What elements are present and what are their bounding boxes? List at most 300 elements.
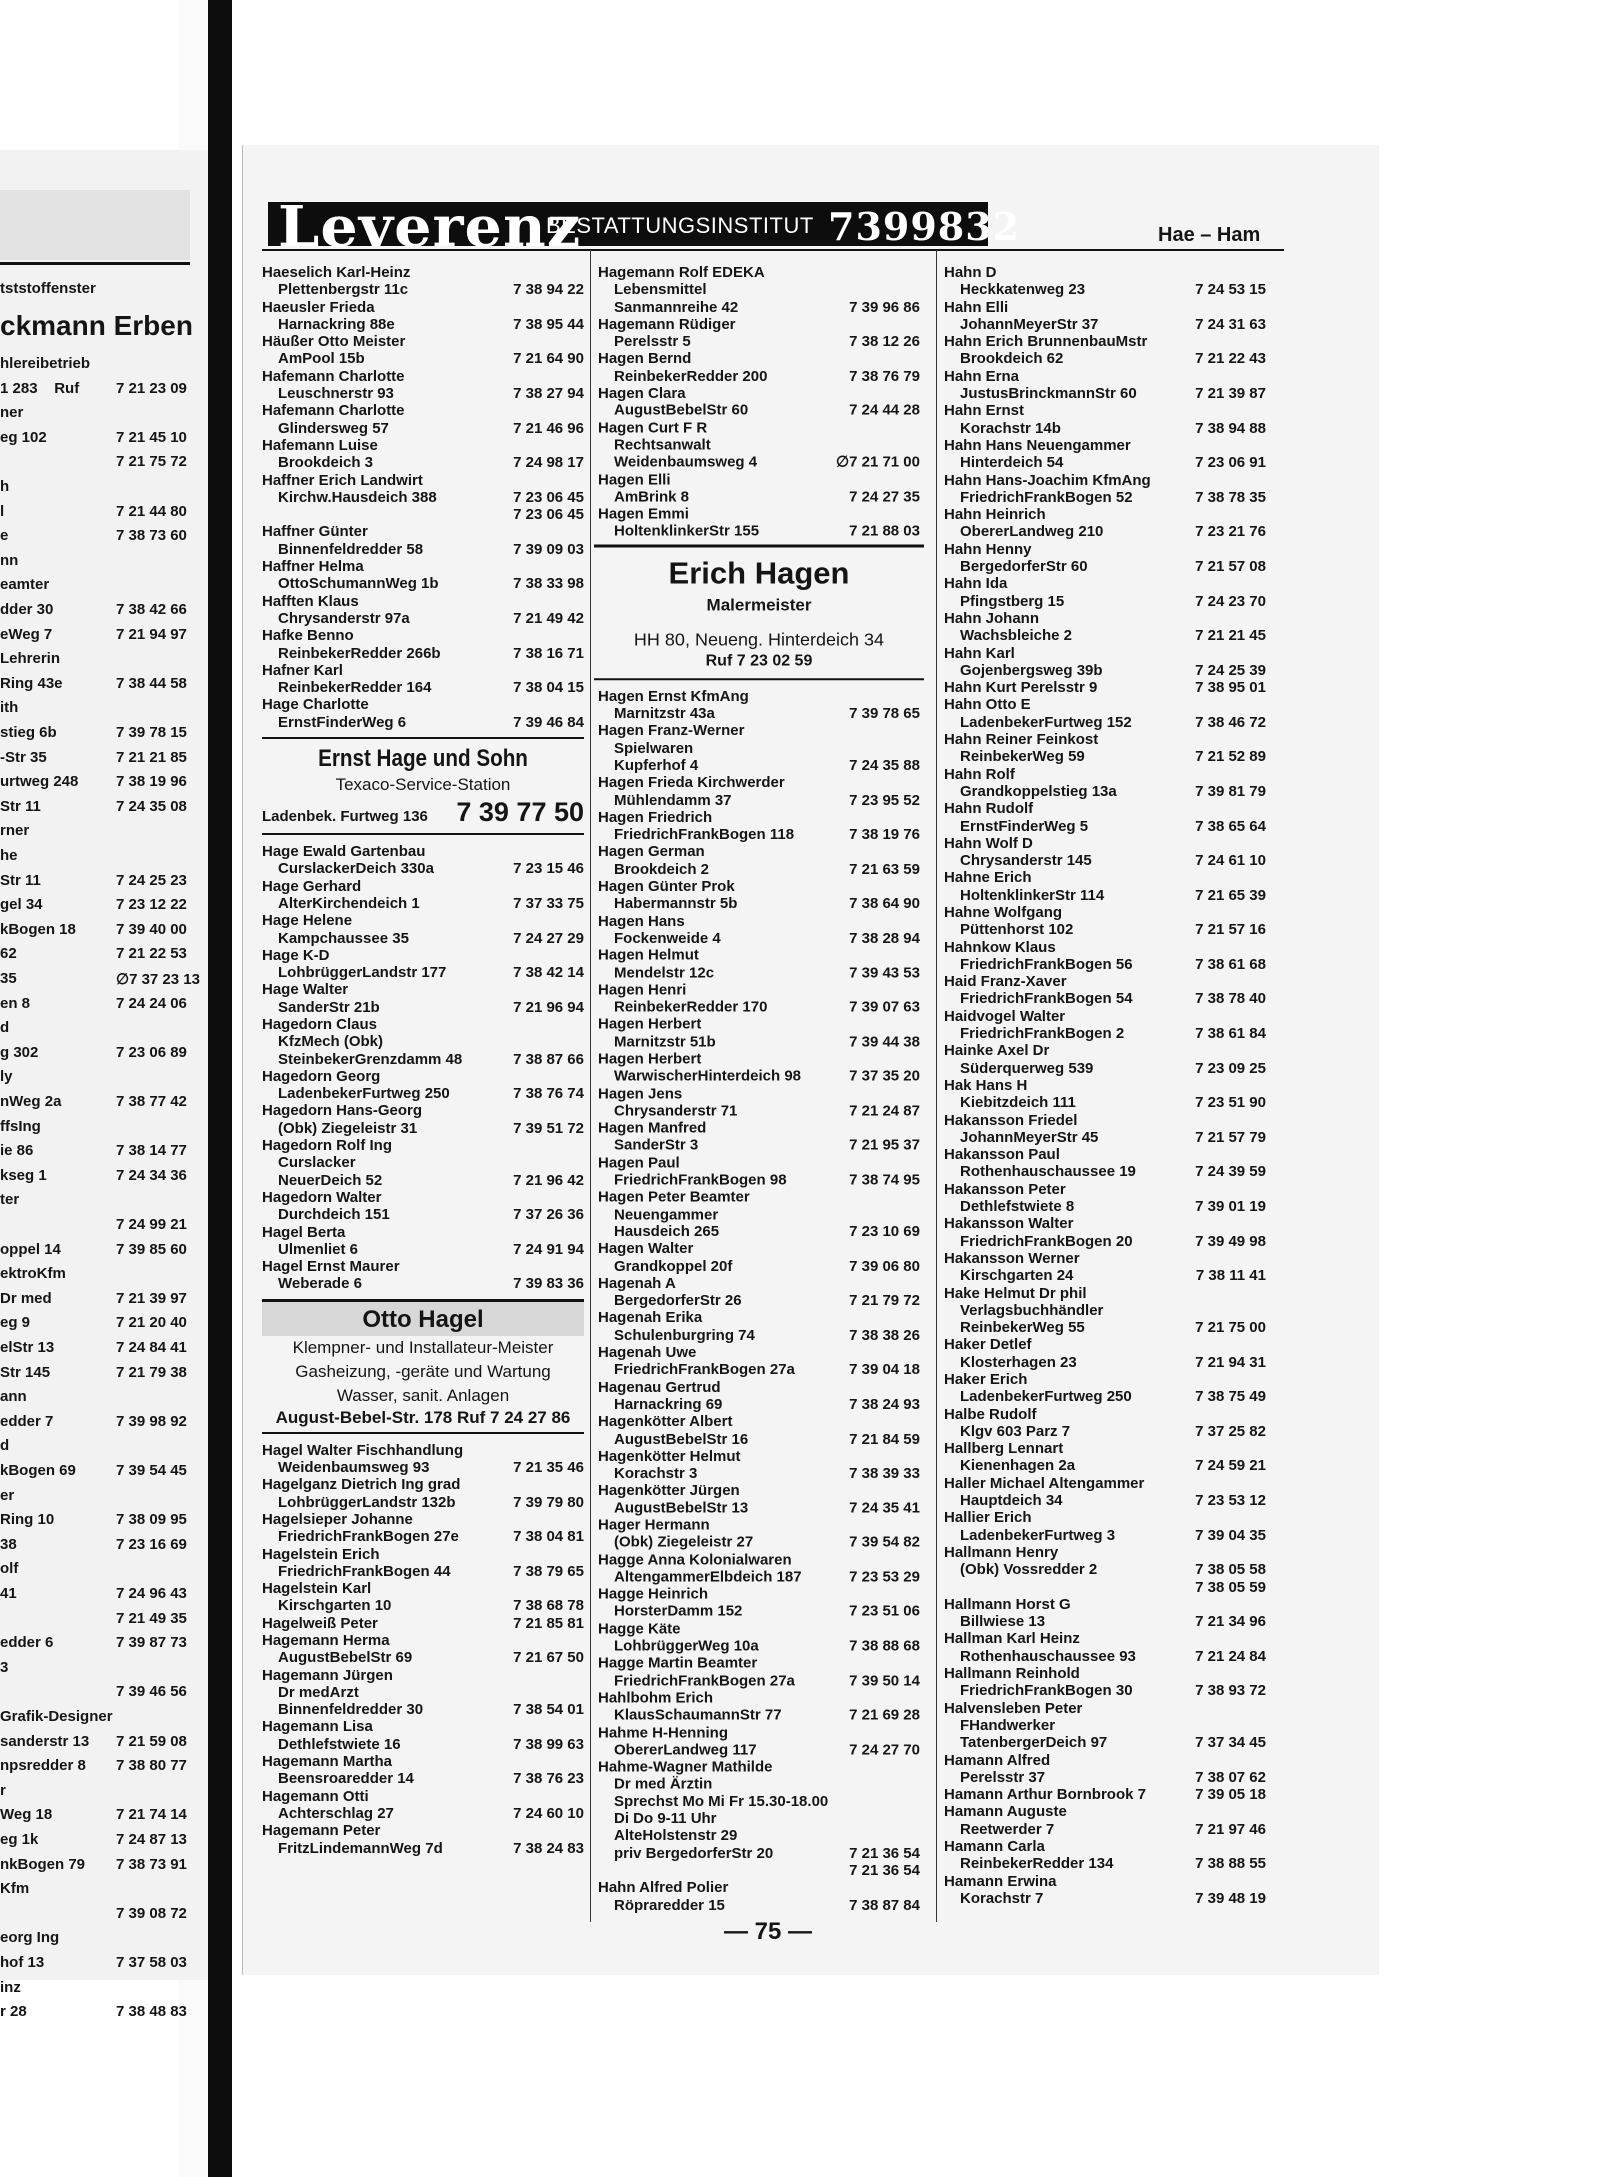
listing-address: Hausdeich 265 — [614, 1223, 720, 1241]
left-page-phone: 7 21 79 38 — [116, 1363, 187, 1381]
listing-phone: 7 38 12 26 — [849, 333, 920, 351]
listing-phone: 7 23 09 25 — [1195, 1059, 1266, 1077]
listing-phone: 7 39 06 80 — [849, 1257, 920, 1275]
listing-address: Lebensmittel — [614, 281, 707, 299]
listing-entry — [262, 1580, 584, 1615]
left-page-text: Str 145 — [0, 1363, 51, 1381]
listing-address: Heckkatenweg 23 — [960, 281, 1086, 299]
listing-phone: 7 38 95 44 — [513, 315, 584, 333]
listing-name: Hagen Paul — [598, 1154, 680, 1172]
listing-address: TatenbergerDeich 97 — [960, 1734, 1108, 1752]
listing-address: Süderquerweg 539 — [960, 1059, 1094, 1077]
listing-entry — [944, 800, 1266, 835]
left-page-text: 35 — [0, 970, 17, 987]
listing-address: LohbrüggerWeg 10a — [614, 1637, 759, 1655]
listing-entry — [944, 1803, 1266, 1838]
left-page-text: npsredder 8 — [0, 1757, 86, 1775]
listing-entry — [598, 1189, 920, 1241]
listing-name: Hallmann Henry — [944, 1543, 1059, 1561]
listing-entry — [598, 1448, 920, 1483]
listing-name: Halbe Rudolf — [944, 1405, 1037, 1423]
listing-name: Haeselich Karl-Heinz — [262, 264, 411, 281]
listing-phone: 7 38 78 35 — [1195, 488, 1266, 506]
left-page-phone: 7 38 42 66 — [116, 601, 187, 618]
listing-entry — [262, 264, 584, 299]
left-page-text: ly — [0, 1068, 13, 1086]
left-page-phone: 7 39 78 15 — [116, 724, 187, 741]
listing-name: Hake Helmut Dr phil — [944, 1284, 1087, 1302]
listing-entry — [944, 299, 1266, 334]
listing-phone: 7 21 96 94 — [513, 998, 584, 1016]
left-page-phone: 7 21 94 97 — [116, 625, 187, 643]
listing-phone: 7 38 87 66 — [513, 1050, 584, 1068]
listing-entry — [598, 1344, 920, 1379]
left-page-line — [0, 896, 210, 913]
listing-phone: 7 38 04 15 — [513, 679, 584, 697]
listing-address: HorsterDamm 152 — [614, 1603, 743, 1621]
listing-name: Hagenah Erika — [598, 1309, 703, 1327]
listing-phone: 7 21 95 37 — [849, 1136, 920, 1154]
listing-address: WarwischerHinterdeich 98 — [614, 1067, 802, 1085]
listing-name: Hagen Helmut — [598, 946, 699, 964]
listing-address: ErnstFinderWeg 5 — [960, 817, 1089, 835]
listing-entry — [598, 912, 920, 947]
left-page-line — [0, 1536, 210, 1553]
listing-entry — [944, 1475, 1266, 1510]
left-page-text: ffsIng — [0, 1117, 41, 1135]
listing-phone: 7 39 04 35 — [1195, 1526, 1266, 1544]
listing-address: BergedorferStr 60 — [960, 558, 1088, 576]
listing-name: Hagen Herbert — [598, 1016, 702, 1034]
listing-entry — [262, 947, 584, 982]
listing-entry — [944, 1146, 1266, 1181]
listing-name: Hagen Walter — [598, 1240, 694, 1258]
listing-name: Hahn Johann — [944, 609, 1040, 627]
listing-phone: 7 38 24 83 — [513, 1839, 584, 1857]
left-page-text: 1 283 Ruf — [0, 379, 80, 397]
listing-phone: 7 23 51 90 — [1195, 1094, 1266, 1112]
listing-address: Weidenbaumsweg 4 — [614, 453, 758, 471]
listing-name: Hagedorn Walter — [262, 1188, 382, 1206]
left-page-phone: 7 21 23 09 — [116, 379, 187, 397]
page-header-banner — [268, 194, 1021, 260]
listing-name: Haid Franz-Xaver — [944, 973, 1067, 991]
left-page-phone: 7 39 46 56 — [116, 1683, 187, 1701]
listing-address: AlteHolstenstr 29 — [614, 1827, 738, 1845]
listing-entry — [944, 1630, 1266, 1665]
listing-phone: 7 23 06 45 7 23 06 45 — [513, 488, 584, 524]
listing-name: Hamann Erwina — [944, 1872, 1057, 1890]
listing-address: FriedrichFrankBogen 118 — [614, 826, 795, 844]
listing-phone: 7 38 76 74 — [513, 1085, 584, 1103]
left-page-line — [0, 478, 210, 495]
listing-entry — [262, 1016, 584, 1068]
left-page-text: Ring 43e — [0, 674, 63, 692]
left-page-text: e — [0, 527, 9, 545]
ad-address: Ladenbek. Furtweg 136 — [262, 808, 428, 826]
listing-phone: 7 21 35 46 — [513, 1459, 584, 1477]
listing-entry — [262, 402, 584, 437]
listing-name: Hafke Benno — [262, 627, 354, 645]
listing-entry — [944, 1250, 1266, 1285]
left-page-line — [0, 1191, 210, 1208]
listing-entry — [262, 1667, 584, 1719]
listing-address: AugustBebelStr 13 — [614, 1499, 749, 1517]
listing-address: (Obk) Ziegeleistr 31 — [278, 1119, 418, 1137]
listing-address: FriedrichFrankBogen 98 — [614, 1171, 787, 1189]
left-page-line — [0, 995, 210, 1012]
listing-name: Haeusler Frieda — [262, 298, 375, 316]
listing-name: Hakansson Paul — [944, 1146, 1060, 1164]
left-page-text: oppel 14 — [0, 1240, 61, 1258]
listing-address: Achterschlag 27 — [278, 1804, 394, 1822]
listing-address: Binnenfeldredder 30 — [278, 1701, 424, 1719]
listing-name: Hagedorn Rolf Ing — [262, 1137, 392, 1155]
left-page-phone: 7 21 21 85 — [116, 748, 187, 766]
listing-entry — [262, 1102, 584, 1137]
listing-name: Hakansson Friedel — [944, 1111, 1078, 1129]
listing-name: Hahn Karl — [944, 644, 1015, 662]
listing-entry — [262, 1476, 584, 1511]
listing-address: Leuschnerstr 93 — [278, 385, 394, 403]
listing-name: Hagemann Herma — [262, 1632, 390, 1649]
listing-address: AugustBebelStr 60 — [614, 402, 749, 420]
listing-entry — [262, 437, 584, 472]
left-page-line — [0, 1364, 210, 1381]
listing-name: Hahn Hans Neuengammer — [944, 436, 1131, 454]
listing-name: Häußer Otto Meister — [262, 333, 406, 351]
listing-entry — [944, 1406, 1266, 1441]
listing-address: OttoSchumannWeg 1b — [278, 575, 439, 593]
listing-phone: 7 21 65 39 — [1195, 886, 1266, 904]
brand-logo: Leverenz — [278, 194, 582, 260]
left-page-phone: 7 38 73 91 — [116, 1855, 187, 1873]
listing-phone: 7 24 31 63 — [1195, 315, 1266, 333]
listing-name: Hafften Klaus — [262, 592, 359, 610]
listing-address: Chrysanderstr 71 — [614, 1102, 738, 1120]
listing-entry — [262, 1788, 584, 1823]
left-page-line — [0, 601, 210, 618]
listing-entry — [262, 843, 584, 878]
listing-entry — [944, 1371, 1266, 1406]
listing-entry — [598, 723, 920, 775]
listing-entry — [262, 662, 584, 697]
left-page-text: hlereibetrieb — [0, 355, 91, 372]
listing-phone: 7 38 33 98 — [513, 575, 584, 593]
left-page-line — [0, 2003, 210, 2020]
listing-name: Hagen Ernst KfmAng — [598, 687, 749, 705]
listing-entry — [944, 939, 1266, 974]
listing-phone: 7 24 39 59 — [1195, 1163, 1266, 1181]
listing-entry — [598, 843, 920, 878]
listing-phone: 7 39 09 03 — [513, 540, 584, 558]
listing-address: Rechtsanwalt — [614, 436, 711, 454]
listing-phone: 7 21 39 87 — [1195, 385, 1266, 403]
left-page-line — [0, 872, 210, 889]
listing-phone: 7 21 94 31 — [1195, 1353, 1266, 1371]
listing-entry — [598, 947, 920, 982]
book-spine — [208, 0, 232, 2177]
listing-entry — [598, 1016, 920, 1051]
listing-phone: 7 38 88 68 — [849, 1637, 920, 1655]
left-page-line — [0, 1142, 210, 1159]
listing-address: Dr medArzt — [278, 1683, 359, 1701]
listing-address: LadenbekerFurtweg 152 — [960, 713, 1132, 731]
left-page-line — [0, 1388, 210, 1405]
listing-name: Hagen Manfred — [598, 1119, 707, 1137]
listing-entry — [944, 1596, 1266, 1631]
listing-address: Kirschgarten 10 — [278, 1597, 392, 1615]
listing-entry — [944, 1215, 1266, 1250]
listing-name: Haffner Helma — [262, 558, 364, 576]
left-page-phone: 7 24 96 43 — [116, 1585, 187, 1602]
listing-address: Reetwerder 7 — [960, 1820, 1055, 1838]
left-page-phone: 7 23 06 89 — [116, 1043, 187, 1061]
left-page-text: hof 13 — [0, 1954, 45, 1971]
listing-phone: 7 37 34 45 — [1195, 1734, 1266, 1752]
brand-phone: 7399832 — [828, 204, 1021, 249]
listing-name: Hagge Martin Beamter — [598, 1654, 758, 1672]
listing-entry — [944, 1509, 1266, 1544]
listing-phone: 7 21 84 59 — [849, 1430, 920, 1448]
ad-title: Otto Hagel — [262, 1302, 584, 1336]
listing-name: Hagge Heinrich — [598, 1585, 709, 1603]
listing-entry — [598, 1689, 920, 1724]
left-page-text: ckmann Erben — [0, 310, 193, 341]
listing-address: Verlagsbuchhändler — [960, 1301, 1104, 1319]
listing-phone: 7 21 52 89 — [1195, 748, 1266, 766]
listing-address: Marnitzstr 43a — [614, 705, 715, 723]
left-page-text: urtweg 248 — [0, 773, 79, 791]
listing-entry — [598, 1379, 920, 1414]
left-page-text: edder 6 — [0, 1634, 54, 1652]
listing-entry — [598, 1240, 920, 1275]
listing-phone: 7 24 61 10 — [1195, 852, 1266, 870]
column-separator — [936, 250, 937, 1922]
listing-phone: 7 21 67 50 — [513, 1649, 584, 1667]
listing-phone: 7 21 85 81 — [513, 1614, 584, 1632]
listing-entry — [598, 1758, 920, 1879]
ad-subtitle: Texaco-Service-Station — [335, 775, 511, 795]
listing-address: Grandkoppel 20f — [614, 1257, 733, 1275]
listing-address: Glindersweg 57 — [278, 419, 389, 437]
listing-address: NeuerDeich 52 — [278, 1171, 383, 1189]
listing-phone: 7 23 06 91 — [1195, 454, 1266, 472]
listing-entry — [262, 1068, 584, 1103]
listing-address: ObererLandweg 117 — [614, 1741, 757, 1759]
left-page-line — [0, 1167, 210, 1184]
left-page-text: kBogen 18 — [0, 920, 76, 938]
listing-entry — [262, 1224, 584, 1259]
left-page-phone: 7 24 84 41 — [116, 1339, 187, 1356]
listing-phone: 7 21 57 08 — [1195, 558, 1266, 576]
listing-name: Hagemann Lisa — [262, 1718, 373, 1736]
listing-name: Hahn Heinrich — [944, 506, 1046, 524]
listing-address: JohannMeyerStr 37 — [960, 315, 1099, 333]
listing-name: Hagel Berta — [262, 1223, 346, 1241]
listing-phone: 7 38 61 84 — [1195, 1025, 1266, 1043]
listing-entry — [598, 1413, 920, 1448]
listing-name: Hagge Anna Kolonialwaren — [598, 1551, 792, 1569]
left-page-line — [0, 1118, 210, 1135]
left-page-text: ner — [0, 404, 24, 422]
listing-entry — [598, 1085, 920, 1120]
left-page-text: kBogen 69 — [0, 1462, 76, 1479]
left-page-line — [0, 1954, 210, 1971]
listing-name: Hahn Rolf — [944, 765, 1015, 783]
listing-address: Binnenfeldredder 58 — [278, 540, 424, 558]
listing-name: Hagen Elli — [598, 471, 671, 489]
listing-name: Haffner Erich Landwirt — [262, 471, 423, 489]
left-page-line — [0, 1856, 210, 1873]
listing-name: Hahn Erna — [944, 367, 1020, 385]
listing-name: Hahn D — [944, 264, 997, 281]
listing-address: LohbrüggerLandstr 177 — [278, 964, 447, 982]
listing-phone: 7 23 95 52 — [849, 791, 920, 809]
listing-phone: 7 21 79 72 — [849, 1292, 920, 1310]
listing-address: Marnitzstr 51b — [614, 1033, 716, 1051]
listing-phone: 7 38 61 68 — [1195, 955, 1266, 973]
left-page-phone: 7 37 58 03 — [116, 1954, 187, 1971]
left-page-phone: 7 39 40 00 — [116, 920, 187, 938]
listing-address: LadenbekerFurtweg 250 — [278, 1085, 450, 1103]
listing-address: AugustBebelStr 16 — [614, 1430, 749, 1448]
listing-name: Hagelganz Dietrich Ing grad — [262, 1476, 461, 1494]
advertisement-ad3 — [262, 1299, 584, 1434]
listing-phone: 7 21 22 43 — [1195, 350, 1266, 368]
ad-subtitle: Malermeister — [706, 595, 812, 615]
left-page-phone: 7 39 54 45 — [116, 1462, 187, 1479]
listing-entry — [944, 1077, 1266, 1112]
left-page-text: ektroKfm — [0, 1265, 66, 1283]
listing-address: Klosterhagen 23 — [960, 1353, 1077, 1371]
listing-phone: 7 24 53 15 — [1195, 281, 1266, 299]
left-page-line — [0, 1831, 210, 1848]
listing-entry — [944, 1665, 1266, 1700]
left-page-line — [0, 1806, 210, 1823]
listing-address: Dethlefstwiete 16 — [278, 1735, 401, 1753]
listing-address: (Obk) Ziegeleistr 27 — [614, 1534, 754, 1551]
listing-name: Haker Erich — [944, 1371, 1028, 1388]
listing-name: Hagen Peter Beamter — [598, 1188, 750, 1206]
listing-name: Hagen Henri — [598, 981, 687, 999]
listing-phone: 7 24 35 88 — [849, 757, 920, 775]
listing-entry — [262, 981, 584, 1016]
listing-address: FriedrichFrankBogen 54 — [960, 990, 1133, 1008]
left-page-phone: 7 21 39 97 — [116, 1289, 187, 1307]
listing-name: Hagenkötter Albert — [598, 1413, 733, 1431]
listing-entry — [598, 1517, 920, 1552]
left-page-text: sanderstr 13 — [0, 1732, 90, 1750]
left-page-text: edder 7 — [0, 1412, 54, 1430]
listing-name: Halvensleben Peter — [944, 1699, 1083, 1717]
left-page-text: ter — [0, 1191, 20, 1209]
listing-phone: 7 39 43 53 — [849, 964, 920, 982]
listing-address: HoltenklinkerStr 155 — [614, 522, 760, 540]
listing-name: Hagedorn Georg — [262, 1067, 381, 1085]
listing-address: Mendelstr 12c — [614, 964, 715, 982]
listing-entry — [262, 1753, 584, 1788]
listing-entry — [262, 1718, 584, 1753]
listing-phone: 7 24 59 21 — [1195, 1457, 1266, 1475]
listing-address: Perelsstr 5 — [614, 333, 691, 351]
listing-name: Hahlbohm Erich — [598, 1689, 714, 1707]
listing-phone: 7 37 25 82 — [1195, 1422, 1266, 1440]
listing-entry — [262, 1632, 584, 1667]
listing-entry — [944, 731, 1266, 766]
listing-phone: 7 38 88 55 — [1195, 1855, 1266, 1873]
listing-address: FriedrichFrankBogen 20 — [960, 1232, 1133, 1250]
left-page-text: ie 86 — [0, 1142, 34, 1160]
listing-name: Hagen Curt F R — [598, 419, 708, 437]
left-page-line — [0, 1487, 210, 1504]
listing-address: Sprechst Mo Mi Fr 15.30-18.00 — [614, 1792, 829, 1810]
left-page-line — [0, 1241, 210, 1258]
listing-entry — [944, 541, 1266, 576]
listing-entry — [598, 1482, 920, 1517]
listing-name: Hagelstein Erich — [262, 1545, 380, 1563]
left-page-line — [0, 1265, 210, 1282]
listing-name: Hagelsieper Johanne — [262, 1510, 413, 1528]
listing-name: Hagelstein Karl — [262, 1580, 372, 1598]
listing-address: ReinbekerWeg 59 — [960, 748, 1085, 766]
listing-name: Hahn Ernst — [944, 402, 1025, 420]
listing-address: ReinbekerWeg 55 — [960, 1319, 1085, 1337]
left-page-line — [0, 1880, 210, 1897]
left-page-text: he — [0, 847, 18, 864]
listing-address: AmPool 15b — [278, 350, 365, 368]
left-page-text: Dr med — [0, 1289, 52, 1307]
listing-phone: 7 39 50 14 — [849, 1672, 920, 1690]
listing-address: FriedrichFrankBogen 56 — [960, 955, 1133, 973]
listing-phone: 7 39 48 19 — [1195, 1889, 1266, 1907]
listing-phone: 7 21 57 79 — [1195, 1128, 1266, 1146]
listing-entry — [944, 472, 1266, 507]
listing-name: Hagge Käte — [598, 1620, 681, 1638]
left-page-line — [0, 1929, 210, 1946]
left-page-line — [0, 1093, 210, 1110]
listing-address: Spielwaren — [614, 739, 694, 757]
listing-entry — [944, 333, 1266, 368]
left-page-text: er — [0, 1486, 15, 1504]
left-page-text: tststoffenster — [0, 280, 96, 297]
listing-entry — [262, 1189, 584, 1224]
left-page-line — [0, 945, 210, 962]
listing-address: Harnackring 88e — [278, 315, 395, 333]
listing-entry — [598, 878, 920, 913]
listing-name: Hahn Hans-Joachim KfmAng — [944, 471, 1151, 489]
listing-address: Rothenhauschaussee 93 — [960, 1647, 1136, 1665]
left-page-phone: ∅7 37 23 13 — [116, 971, 200, 988]
listing-address: Perelsstr 37 — [960, 1768, 1046, 1786]
listing-name: Hahnkow Klaus — [944, 938, 1056, 956]
left-page-text: rner — [0, 822, 30, 840]
listing-name: Hafemann Luise — [262, 436, 378, 454]
listing-entry — [944, 264, 1266, 299]
left-page-phone: 7 21 49 35 — [116, 1609, 187, 1627]
listing-phone: ∅7 21 71 00 — [836, 453, 920, 471]
listing-entry — [944, 835, 1266, 870]
left-page-phone: 7 38 09 95 — [116, 1511, 187, 1529]
listing-phone: 7 21 34 96 — [1195, 1613, 1266, 1631]
listing-phone: 7 39 54 82 — [849, 1534, 920, 1551]
listing-name: Hamann Auguste — [944, 1803, 1067, 1821]
listing-address: ErnstFinderWeg 6 — [278, 713, 407, 731]
listing-address: Weidenbaumsweg 93 — [278, 1459, 430, 1477]
listing-name: Hallman Karl Heinz — [944, 1630, 1080, 1648]
listing-entry — [262, 1511, 584, 1546]
listing-name: Hagen Bernd — [598, 350, 692, 368]
